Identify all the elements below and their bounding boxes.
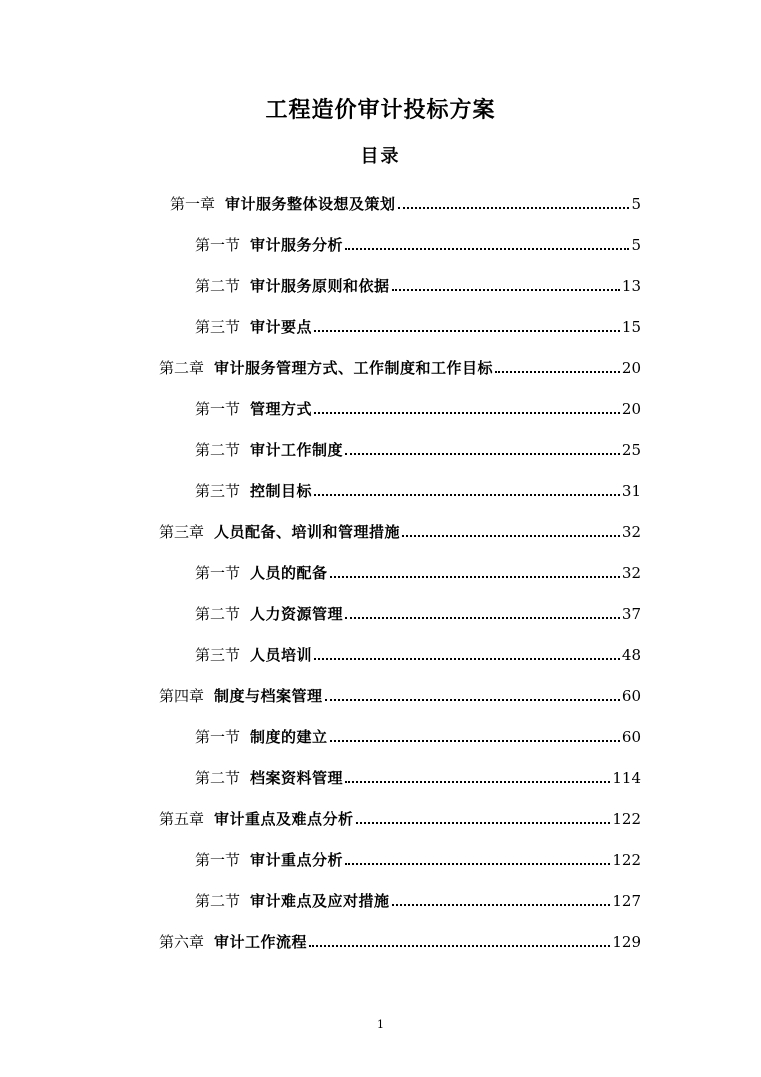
toc-entry-number: 第二节 (195, 768, 241, 787)
toc-entry-text: 人员培训 (250, 645, 313, 664)
toc-section-5-1[interactable] (0, 839, 641, 880)
toc-entry-page: 60 (621, 686, 641, 705)
toc-entry-text: 制度的建立 (250, 727, 328, 746)
toc-entry-number: 第一节 (195, 727, 241, 746)
toc-entry-text: 管理方式 (250, 399, 313, 418)
toc-entry-text: 人力资源管理 (250, 604, 344, 623)
toc-section-2-3[interactable] (0, 470, 641, 511)
page-number: 1 (377, 1018, 384, 1031)
dot-leader (345, 768, 610, 788)
toc-entry-page: 114 (612, 768, 641, 787)
toc-entry-number: 第二节 (195, 891, 241, 910)
dot-leader (398, 194, 630, 214)
toc-entry-page: 13 (621, 276, 641, 295)
dot-leader (345, 850, 610, 870)
toc-section-4-1[interactable] (0, 716, 641, 757)
toc-entry-number: 第三章 (159, 522, 205, 541)
toc-entry-page: 48 (621, 645, 641, 664)
toc-entry-number: 第三节 (195, 645, 241, 664)
toc-entry-number: 第六章 (159, 932, 205, 951)
toc-entry-page: 60 (621, 727, 641, 746)
dot-leader (402, 522, 620, 542)
toc-entry-text: 审计工作制度 (250, 440, 344, 459)
dot-leader (345, 440, 620, 460)
toc-entry-number: 第一节 (195, 399, 241, 418)
dot-leader (392, 891, 611, 911)
toc-entry-text: 人员的配备 (250, 563, 328, 582)
toc-entry-number: 第二节 (195, 276, 241, 295)
toc-section-3-3[interactable] (0, 634, 641, 675)
toc-chapter-3[interactable] (0, 511, 641, 552)
toc-section-2-2[interactable] (0, 429, 641, 470)
toc-entry-number: 第三节 (195, 481, 241, 500)
dot-leader (345, 235, 629, 255)
toc-entry-page: 5 (631, 194, 641, 213)
toc-entry-page: 37 (621, 604, 641, 623)
toc-entry-page: 129 (612, 932, 641, 951)
toc-section-3-1[interactable] (0, 552, 641, 593)
toc-entry-page: 20 (621, 399, 641, 418)
toc-entry-page: 31 (621, 481, 641, 500)
dot-leader (330, 727, 620, 747)
dot-leader (356, 809, 611, 829)
toc-section-3-2[interactable] (0, 593, 641, 634)
dot-leader (325, 686, 620, 706)
toc-section-5-2[interactable] (0, 880, 641, 921)
document-title: 工程造价审计投标方案 (265, 98, 496, 123)
toc-entry-number: 第二章 (159, 358, 205, 377)
dot-leader (345, 604, 620, 624)
dot-leader (392, 276, 620, 296)
dot-leader (314, 645, 620, 665)
toc-entry-page: 32 (621, 522, 641, 541)
toc-entry-text: 审计要点 (250, 317, 313, 336)
toc-entry-text: 制度与档案管理 (214, 686, 323, 705)
toc-entry-text: 审计工作流程 (214, 932, 308, 951)
toc-entry-text: 审计服务分析 (250, 235, 344, 254)
dot-leader (314, 317, 620, 337)
toc-entry-page: 5 (631, 235, 641, 254)
toc-entry-number: 第一节 (195, 235, 241, 254)
toc-entry-number: 第三节 (195, 317, 241, 336)
toc-heading: 目录 (360, 146, 401, 167)
toc-chapter-6[interactable] (0, 921, 641, 962)
toc-chapter-5[interactable] (0, 798, 641, 839)
dot-leader (309, 932, 610, 952)
toc-entry-number: 第一节 (195, 850, 241, 869)
table-of-contents (0, 183, 761, 962)
toc-entry-text: 档案资料管理 (250, 768, 344, 787)
toc-entry-number: 第五章 (159, 809, 205, 828)
toc-entry-text: 审计重点分析 (250, 850, 344, 869)
toc-entry-number: 第一章 (170, 194, 216, 213)
toc-section-1-2[interactable] (0, 265, 641, 306)
toc-chapter-1[interactable] (0, 183, 641, 224)
toc-chapter-4[interactable] (0, 675, 641, 716)
toc-section-4-2[interactable] (0, 757, 641, 798)
toc-section-1-1[interactable] (0, 224, 641, 265)
toc-section-2-1[interactable] (0, 388, 641, 429)
toc-entry-text: 控制目标 (250, 481, 313, 500)
toc-entry-text: 审计服务原则和依据 (250, 276, 390, 295)
toc-entry-page: 127 (612, 891, 641, 910)
dot-leader (330, 563, 620, 583)
toc-section-1-3[interactable] (0, 306, 641, 347)
toc-entry-number: 第四章 (159, 686, 205, 705)
toc-entry-number: 第一节 (195, 563, 241, 582)
toc-entry-page: 122 (612, 850, 641, 869)
toc-chapter-2[interactable] (0, 347, 641, 388)
toc-entry-text: 人员配备、培训和管理措施 (214, 522, 401, 541)
toc-entry-text: 审计难点及应对措施 (250, 891, 390, 910)
toc-entry-page: 15 (621, 317, 641, 336)
toc-entry-text: 审计服务管理方式、工作制度和工作目标 (214, 358, 494, 377)
toc-entry-text: 审计服务整体设想及策划 (225, 194, 396, 213)
toc-entry-page: 20 (621, 358, 641, 377)
toc-entry-page: 25 (621, 440, 641, 459)
toc-entry-page: 32 (621, 563, 641, 582)
toc-entry-page: 122 (612, 809, 641, 828)
toc-entry-number: 第二节 (195, 440, 241, 459)
toc-entry-text: 审计重点及难点分析 (214, 809, 354, 828)
dot-leader (314, 399, 620, 419)
dot-leader (495, 358, 620, 378)
toc-entry-number: 第二节 (195, 604, 241, 623)
dot-leader (314, 481, 620, 501)
